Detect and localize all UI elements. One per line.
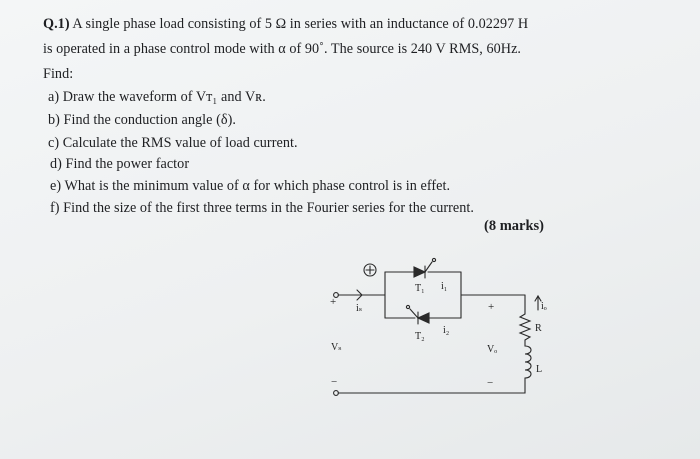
t2-gate-terminal	[406, 305, 409, 308]
t1-thyristor-symbol	[414, 267, 425, 277]
source-plus-label: +	[330, 296, 337, 308]
question-label: Q.1)	[43, 16, 70, 32]
t2-label: T₂	[415, 331, 425, 342]
part-c: c) Calculate the RMS value of load current.	[48, 135, 298, 151]
return-wire	[338, 386, 525, 393]
r-label: R	[535, 323, 542, 334]
is-label: iₛ	[356, 303, 363, 314]
t1-label: T₁	[415, 283, 425, 294]
part-a: a) Draw the waveform of Vᴛ₁ and Vʀ.	[48, 89, 266, 105]
i1-label: i₁	[441, 281, 448, 292]
output-minus-label: −	[487, 377, 494, 389]
t2-thyristor-symbol	[418, 313, 429, 323]
source-minus-label: −	[331, 376, 338, 388]
circled-plus-mark	[366, 266, 374, 274]
vo-label: Vₒ	[487, 344, 498, 355]
t1-gate-lead	[425, 262, 432, 272]
t1-gate-terminal	[432, 258, 435, 261]
part-e: e) What is the minimum value of α for which phase control is in effet.	[50, 178, 451, 194]
output-plus-label: +	[488, 301, 495, 313]
question-text-1: A single phase load consisting of 5 Ω in series with an inductance of 0.02297 H	[69, 16, 529, 32]
inductor-symbol	[525, 340, 531, 386]
find-label: Find:	[43, 66, 74, 82]
io-label: iₒ	[541, 301, 547, 312]
part-f: f) Find the size of the first three terms in the Fourier series for the current.	[50, 200, 474, 216]
resistor-symbol	[520, 314, 530, 340]
marks-label: (8 marks)	[484, 218, 545, 234]
t2-gate-lead	[410, 309, 418, 318]
question-line-2: is operated in a phase control mode with α of 90˚. The source is 240 V RMS, 60Hz.	[43, 41, 522, 57]
part-b: b) Find the conduction angle (δ).	[48, 112, 236, 128]
l-label: L	[536, 364, 543, 375]
vs-label: Vₛ	[331, 342, 342, 353]
part-d: d) Find the power factor	[50, 156, 190, 172]
i2-label: i₂	[443, 325, 450, 336]
